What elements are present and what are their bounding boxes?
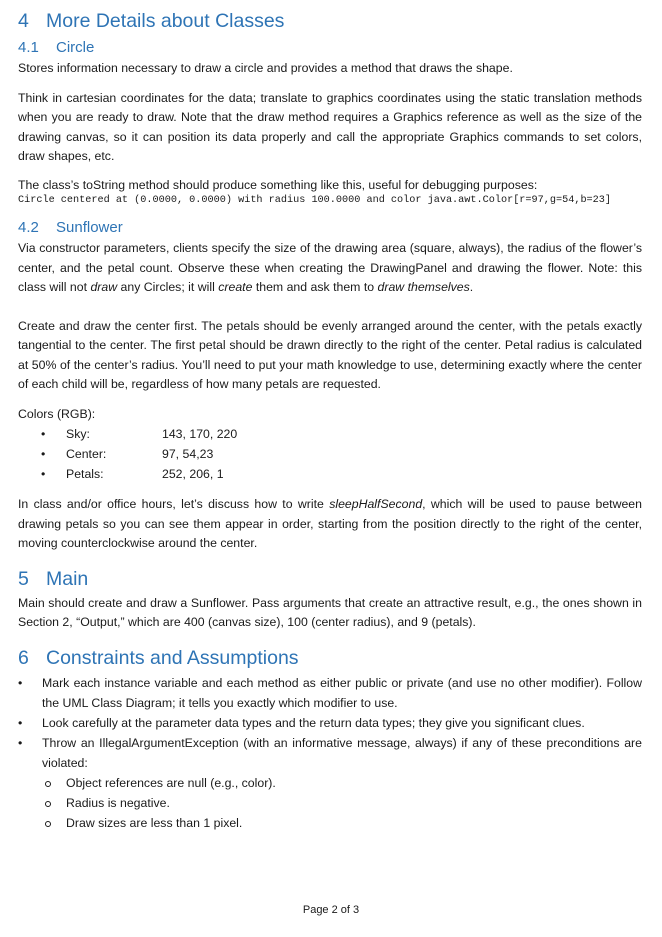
main-paragraph: Main should create and draw a Sunflower. Pass arguments that create an attractive result, e.g., the ones shown in Section 2, “Output,” which are 400 (canvas size), 100 (center radius), and 9 (petals). — [18, 595, 642, 629]
sunflower-p1-emphasis-draw-themselves: draw themselves — [377, 280, 470, 294]
section-6-number: 6 — [18, 646, 29, 669]
precondition-item: Draw sizes are less than 1 pixel. — [42, 813, 642, 833]
section-5-heading — [18, 566, 642, 592]
circle-intro: Stores information necessary to draw a circle and provides a method that draws the shape. — [18, 61, 513, 75]
color-item-petals — [18, 464, 642, 484]
section-4-title: More Details about Classes — [46, 10, 285, 32]
section-4-1-heading — [18, 38, 642, 58]
section-4-2-title: Sunflower — [56, 219, 123, 236]
precondition-item: Object references are null (e.g., color). — [42, 773, 642, 793]
color-name: Sky: — [66, 427, 90, 441]
color-item-sky — [18, 424, 642, 444]
color-value: 252, 206, 1 — [162, 467, 224, 481]
section-4-1-title: Circle — [56, 39, 95, 56]
sleep-half-second-method: sleepHalfSecond — [329, 497, 423, 511]
circle-coordinates-paragraph: Think in cartesian coordinates for the data; translate to graphics coordinates using the static translation methods when you are ready to draw. Note that the draw method requires a Graphics reference as well as the size of the drawing canvas, so it can position its data properly and call the appropriate Graphics commands to set colors, draw shapes, etc. — [18, 90, 642, 163]
section-5-number: 5 — [18, 567, 29, 590]
section-4-1-number: 4.1 — [18, 39, 39, 56]
document-page — [18, 8, 642, 833]
sunflower-petals-paragraph: Create and draw the center first. The petals should be evenly arranged around the center, with the petals exactly tangential to the center. The first petal should be drawn directly to the right of the center. Petal radius is calculated at 50% of the center’s radius. You’ll need to put your math knowledge to use, determining exactly where the center of each child will be, regardless of how many petals are requested. — [18, 318, 642, 391]
sunflower-p1-emphasis-create: create — [218, 280, 253, 294]
constraint-item-data-types: • Look carefully at the parameter data types and the return data types; they give you significant clues. — [18, 713, 642, 733]
preconditions-list — [42, 773, 642, 833]
sleep-half-second-paragraph — [18, 495, 642, 554]
sunflower-p1-emphasis-draw: draw — [90, 280, 118, 294]
constraint-item-modifiers: • Mark each instance variable and each method as either public or private (and use no other modifier). Follow the UML Class Diagram; it tells you exactly which modifier to use. — [18, 673, 642, 713]
section-4-2-heading — [18, 218, 642, 238]
constraint-exceptions-text: Throw an IllegalArgumentException (with an informative message, always) if any of these preconditions are violated: — [42, 735, 642, 770]
section-6-title: Constraints and Assumptions — [46, 646, 299, 669]
color-name: Petals: — [66, 467, 104, 481]
section-4-heading — [18, 8, 642, 34]
color-name: Center: — [66, 447, 107, 461]
colors-label: Colors (RGB): — [18, 406, 96, 421]
section-4-number: 4 — [18, 10, 29, 32]
section-5-title: Main — [46, 567, 89, 590]
sunflower-p1-part-b: any Circles; it will — [117, 280, 219, 294]
constraint-item-exceptions — [18, 733, 642, 833]
color-value: 97, 54,23 — [162, 447, 214, 461]
sunflower-p1-part-d: . — [469, 280, 474, 294]
section-4-2-number: 4.2 — [18, 219, 39, 236]
color-item-center — [18, 444, 642, 464]
sleep-p-part-b: , which will be used to pause between drawing petals so you can see them appear in order, starting from the position directly to the right of the center, moving counterclockwise around the center. — [18, 497, 642, 550]
tostring-example-code: Circle centered at (0.0000, 0.0000) with radius 100.0000 and color java.awt.Color[r=97,g=54,b=23] — [18, 195, 612, 206]
circle-tostring-paragraph: The class’s toString method should produce something like this, useful for debugging purposes: — [18, 177, 538, 192]
sunflower-p1-part-c: them and ask them to — [252, 280, 378, 294]
constraints-list — [18, 673, 642, 833]
colors-list — [18, 424, 642, 484]
sunflower-p1-part-a: Via constructor parameters, clients specify the size of the drawing area (square, always), the radius of the flower’s center, and the petal count. Observe these when creating the DrawingPanel and drawing the flower. Note: this class will not — [18, 241, 642, 294]
sleep-p-part-a: In class and/or office hours, let’s discuss how to write — [18, 497, 330, 511]
page-footer: Page 2 of 3 — [302, 904, 360, 916]
section-6-heading — [18, 645, 642, 671]
sunflower-constructor-paragraph — [18, 239, 642, 298]
color-value: 143, 170, 220 — [162, 427, 238, 441]
precondition-item: Radius is negative. — [42, 793, 642, 813]
